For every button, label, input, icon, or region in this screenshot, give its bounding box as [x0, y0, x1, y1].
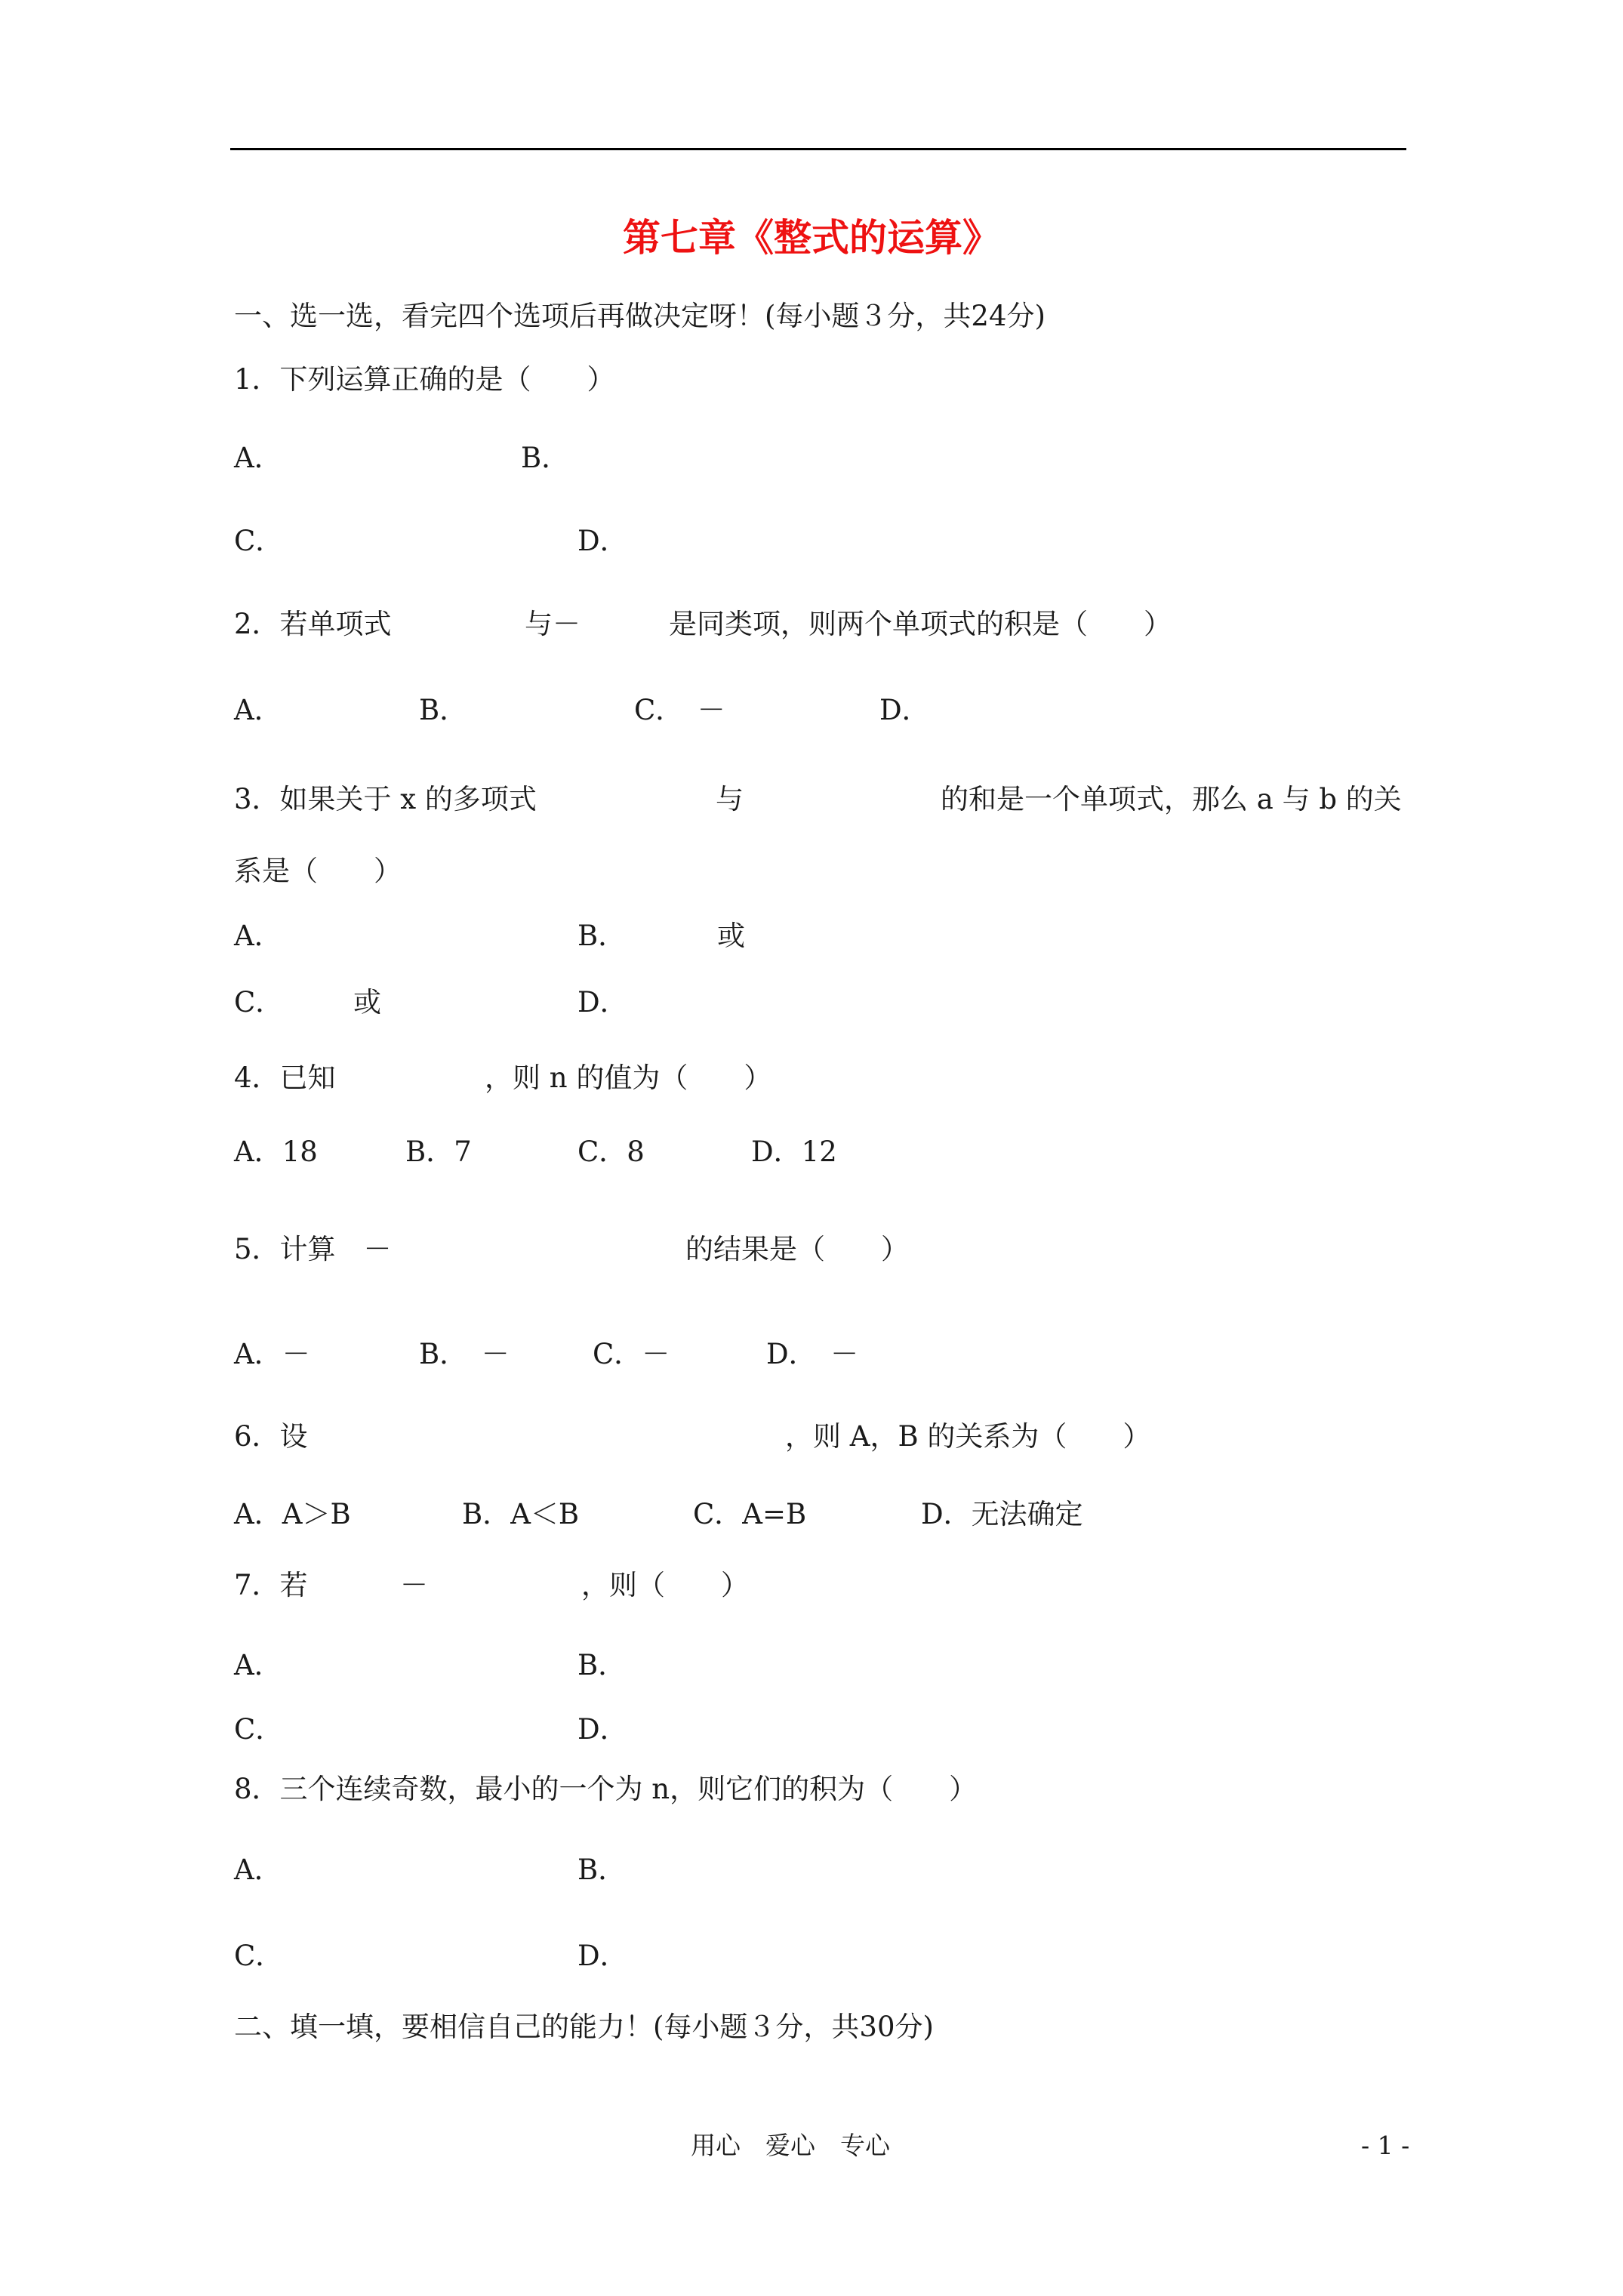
q5-option-c: C．－ [593, 1338, 670, 1370]
q1-option-c: C． [234, 525, 284, 557]
q5-option-d: D． － [766, 1338, 859, 1370]
question-1-stem: 1．下列运算正确的是（ ） [234, 363, 615, 396]
question-3-part-4: 系是（ ） [234, 855, 402, 887]
section-heading-fill: 二、填一填，要相信自己的能力！(每小题３分，共30分) [234, 2011, 934, 2043]
q6-option-d: D．无法确定 [921, 1498, 1083, 1530]
question-7-part-1: 7．若 [234, 1569, 308, 1601]
q8-option-c: C． [234, 1940, 284, 1972]
q4-option-d: D．12 [751, 1136, 837, 1168]
q1-option-d: D． [577, 525, 628, 557]
q3-option-d: D． [577, 986, 628, 1019]
q3-option-a: A． [234, 920, 282, 952]
q2-option-b: B． [419, 694, 468, 726]
question-4-part-1: 4．已知 [234, 1062, 336, 1094]
question-5-part-1: 5．计算 － [234, 1233, 392, 1265]
section-heading-choice: 一、选一选，看完四个选项后再做决定呀！(每小题３分，共24分) [234, 300, 1046, 332]
q5-option-a: A．－ [234, 1338, 310, 1370]
q4-option-c: C．8 [577, 1136, 645, 1168]
header-rule [230, 148, 1406, 150]
q5-option-b: B． － [419, 1338, 510, 1370]
q6-option-a: A．A＞B [234, 1498, 351, 1530]
q7-option-c: C． [234, 1713, 284, 1746]
page-number: - 1 - [1361, 2131, 1410, 2160]
q3-option-c: C． [234, 986, 284, 1019]
q7-option-b: B． [577, 1649, 627, 1681]
q7-option-a: A． [234, 1649, 282, 1681]
q6-option-c: C．A=B [693, 1498, 807, 1530]
q2-option-d: D． [879, 694, 930, 726]
question-4-part-2: ，则 n 的值为（ ） [485, 1062, 772, 1094]
q3-option-c-or: 或 [353, 986, 381, 1019]
question-6-part-2: ，则 A，B 的关系为（ ） [785, 1420, 1151, 1453]
question-5-part-2: 的结果是（ ） [685, 1233, 909, 1265]
q8-option-a: A． [234, 1854, 282, 1886]
q2-option-c: C． － [634, 694, 725, 726]
q8-option-b: B． [577, 1854, 627, 1886]
q3-option-b: B． [577, 920, 627, 952]
q8-option-d: D． [577, 1940, 628, 1972]
q1-option-b: B． [521, 442, 570, 474]
footer-slogan: 用心 爱心 专心 [691, 2131, 890, 2160]
question-8-stem: 8．三个连续奇数，最小的一个为 n，则它们的积为（ ） [234, 1773, 978, 1805]
q2-option-a: A． [234, 694, 282, 726]
question-2-part-1: 2．若单项式 [234, 608, 392, 640]
q4-option-a: A．18 [234, 1136, 318, 1168]
q6-option-b: B．A＜B [462, 1498, 580, 1530]
q3-option-b-or: 或 [717, 920, 745, 952]
page-title: 第七章《整式的运算》 [623, 215, 1000, 260]
q7-option-d: D． [577, 1713, 628, 1746]
question-2-part-2: 与－ [525, 608, 581, 640]
q4-option-b: B．7 [405, 1136, 472, 1168]
question-6-part-1: 6．设 [234, 1420, 308, 1453]
question-3-part-3: 的和是一个单项式，那么 a 与 b 的关 [941, 783, 1402, 815]
question-3-part-2: 与 [716, 783, 744, 815]
question-7-part-2: － [400, 1569, 428, 1601]
question-7-part-3: ，则（ ） [581, 1569, 749, 1601]
question-3-part-1: 3．如果关于 x 的多项式 [234, 783, 537, 815]
q1-option-a: A． [234, 442, 282, 474]
question-2-part-3: 是同类项，则两个单项式的积是（ ） [669, 608, 1172, 640]
